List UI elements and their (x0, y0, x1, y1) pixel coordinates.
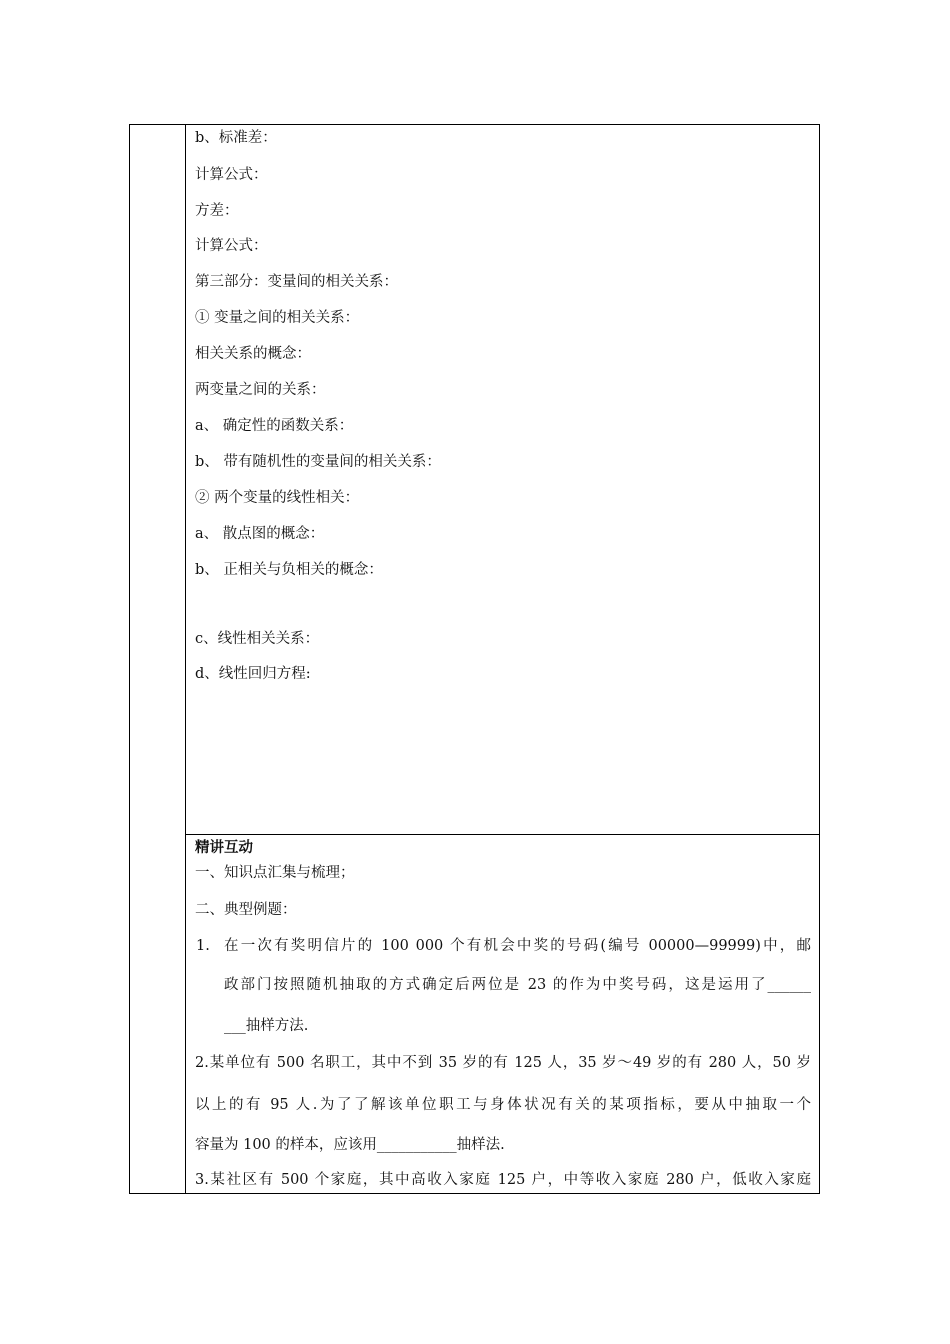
question-2-line-2: 以上的有 95 人.为了了解该单位职工与身体状况有关的某项指标，要从中抽取一个 (195, 1097, 811, 1113)
question-2-line-3: 容量为 100 的样本，应该用___________抽样法. (195, 1137, 505, 1153)
text-line-linear-correlation: ② 两个变量的线性相关： (195, 490, 360, 506)
question-3-line-1: 3.某社区有 500 个家庭，其中高收入家庭 125 户，中等收入家庭 280 户，低收入家庭 (195, 1172, 811, 1188)
question-1-line-3: ___抽样方法. (224, 1018, 309, 1034)
text-line-correlation-between-variables: ① 变量之间的相关关系： (195, 310, 360, 326)
text-line-linear-correlation-relation: c、线性相关关系： (195, 631, 320, 647)
table-row-divider (185, 834, 820, 835)
text-line-two-variable-relation: 两变量之间的关系： (195, 382, 326, 398)
text-line-variance: 方差： (195, 203, 239, 219)
section-title: 精讲互动 (195, 840, 253, 856)
table-column-divider (185, 124, 186, 1194)
question-1-line-2: 政部门按照随机抽取的方式确定后两位是 23 的作为中奖号码，这是运用了______ (224, 977, 811, 993)
text-line-linear-regression-equation: d、线性回归方程: (195, 666, 311, 682)
text-line-deterministic-function: a、 确定性的函数关系： (195, 418, 354, 434)
heading-typical-examples: 二、典型例题： (195, 902, 297, 918)
text-line-part-three: 第三部分：变量间的相关关系： (195, 274, 398, 290)
text-line-formula-2: 计算公式： (195, 238, 268, 254)
heading-knowledge-summary: 一、知识点汇集与梳理； (195, 865, 355, 881)
text-line-formula-1: 计算公式： (195, 167, 268, 183)
question-1-line-1: 在一次有奖明信片的 100 000 个有机会中奖的号码(编号 00000—99999)中，邮 (224, 938, 811, 954)
text-line-correlation-concept: 相关关系的概念： (195, 346, 311, 362)
question-2-line-1: 2.某单位有 500 名职工，其中不到 35 岁的有 125 人，35 岁～49 岁的有 280 人，50 岁 (195, 1055, 811, 1071)
question-1-number: 1. (196, 938, 210, 954)
text-line-standard-deviation: b、标准差： (195, 130, 277, 146)
text-line-positive-negative-correlation: b、 正相关与负相关的概念： (195, 562, 383, 578)
text-line-scatter-plot-concept: a、 散点图的概念： (195, 526, 325, 542)
text-line-random-correlation: b、 带有随机性的变量间的相关关系： (195, 454, 441, 470)
